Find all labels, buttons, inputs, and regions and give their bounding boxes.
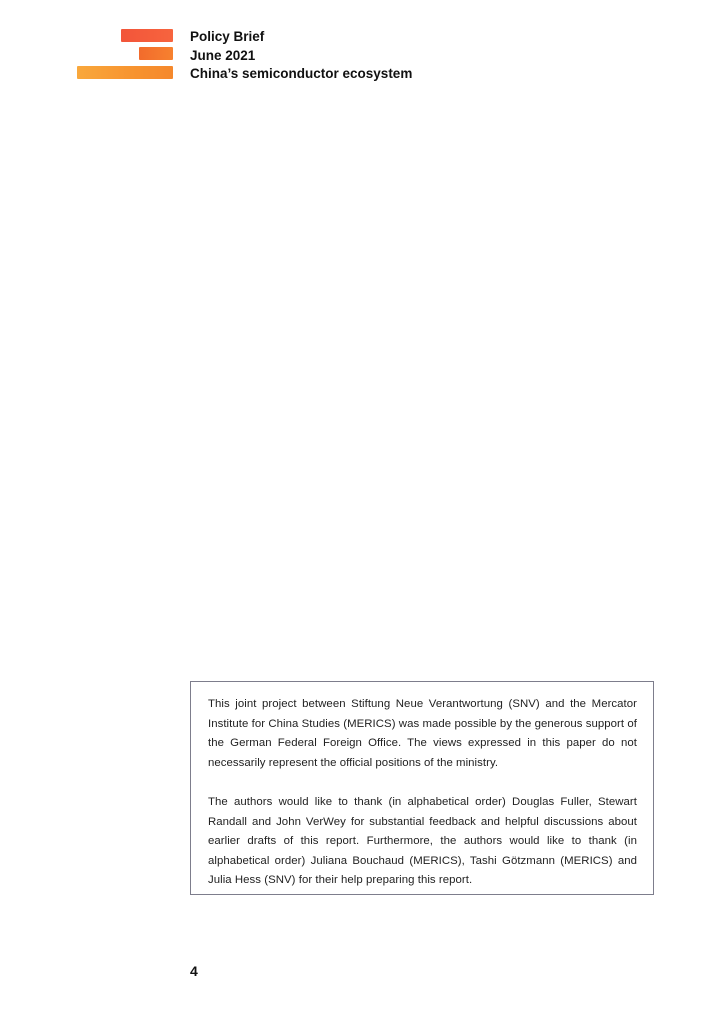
brand-bar-bottom <box>77 66 173 79</box>
brand-logo-bars <box>0 0 180 90</box>
document-header <box>190 28 412 84</box>
page-number: 4 <box>190 963 198 979</box>
acknowledgements-paragraph: The authors would like to thank (in alphabetical order) Douglas Fuller, Stewart Randall and John VerWey for substantial feedback and helpful discussions about earlier drafts of this report. Furthermore, the authors would like to thank (in alphabetical order) Juliana Bouchaud (MERICS), Tashi Götzmann (MERICS) and Julia Hess (SNV) for their help preparing this report. <box>208 795 637 887</box>
acknowledgements-box <box>190 681 654 895</box>
funding-note-paragraph: This joint project between Stiftung Neue Verantwortung (SNV) and the Mercator Institute for China Studies (MERICS) was made possible by the generous support of the German Federal Foreign Office. The views expressed in this paper do not necessarily represent the official positions of the ministry. <box>208 698 637 769</box>
brand-bar-middle <box>139 47 173 60</box>
header-doc-type: Policy Brief <box>190 29 265 44</box>
header-date: June 2021 <box>190 47 256 63</box>
header-report-title: China’s semiconductor ecosystem <box>190 66 413 81</box>
brand-bar-top <box>121 29 173 42</box>
